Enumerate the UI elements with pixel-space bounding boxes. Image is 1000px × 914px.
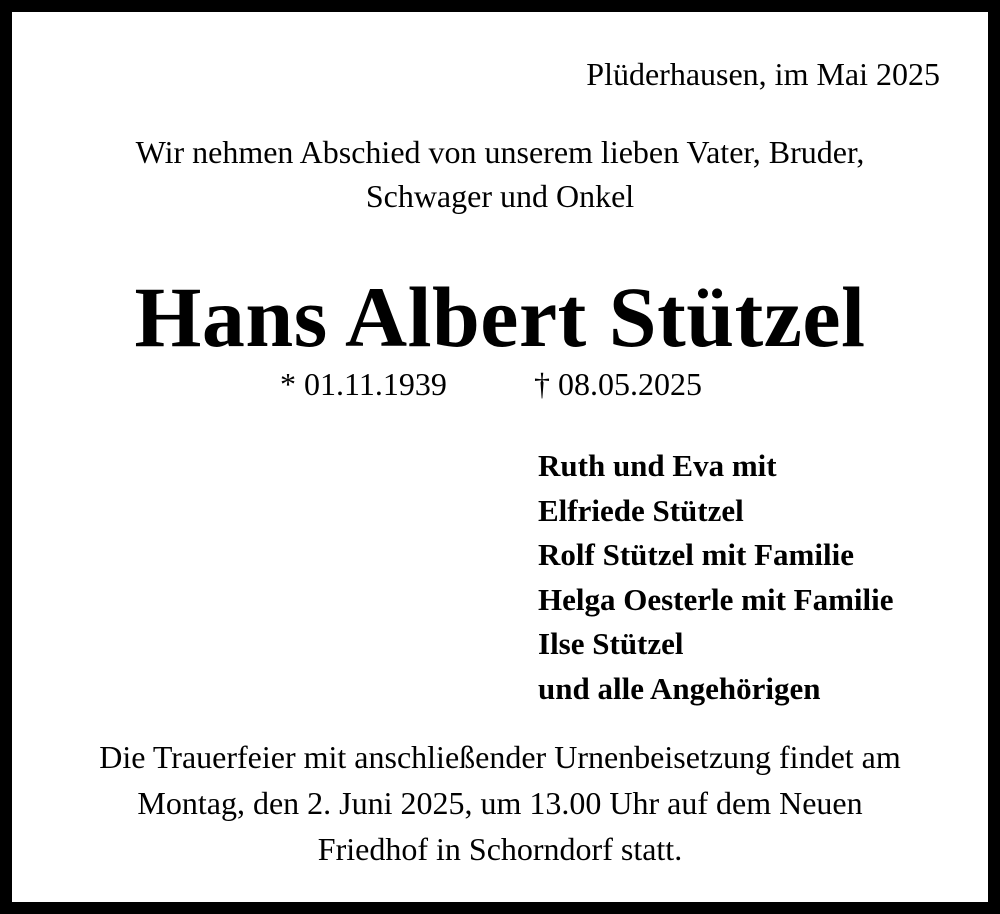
deceased-name: Hans Albert Stützel bbox=[134, 269, 866, 365]
service-info bbox=[12, 734, 988, 872]
intro-line: Schwager und Onkel bbox=[365, 178, 635, 214]
place-date: Plüderhausen, im Mai 2025 bbox=[586, 56, 940, 92]
mourner-line: Ilse Stützel bbox=[538, 626, 684, 662]
mourner-line: und alle Angehörigen bbox=[538, 670, 821, 706]
service-line: Die Trauerfeier mit anschließender Urnenbeisetzung findet am bbox=[99, 739, 901, 775]
mourner-line: Helga Oesterle mit Familie bbox=[538, 581, 894, 617]
mourners-list bbox=[538, 444, 894, 712]
mourner-line: Elfriede Stützel bbox=[538, 492, 744, 528]
birth-date: * 01.11.1939 bbox=[280, 366, 447, 402]
mourner-line: Ruth und Eva mit bbox=[538, 448, 777, 483]
intro-text bbox=[12, 130, 988, 218]
service-line: Friedhof in Schorndorf statt. bbox=[317, 831, 683, 867]
death-date: † 08.05.2025 bbox=[534, 366, 702, 402]
mourner-line: Rolf Stützel mit Familie bbox=[538, 537, 854, 573]
service-line: Montag, den 2. Juni 2025, um 13.00 Uhr auf dem Neuen bbox=[137, 785, 863, 821]
intro-line: Wir nehmen Abschied von unserem lieben Vater, Bruder, bbox=[135, 134, 865, 170]
